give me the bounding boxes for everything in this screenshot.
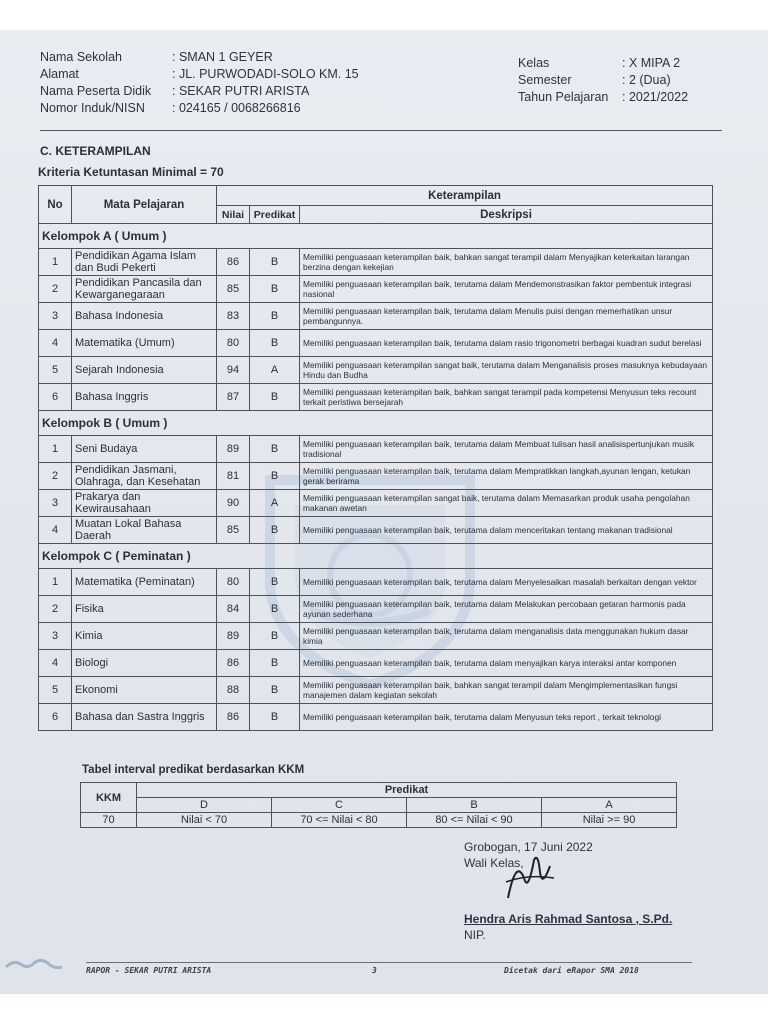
interval-kkm-value: 70 — [81, 813, 137, 828]
cell-grade: A — [250, 357, 300, 384]
info-label: Tahun Pelajaran — [518, 90, 609, 104]
table-row — [39, 704, 713, 731]
table-row — [39, 677, 713, 704]
info-value: : SMAN 1 GEYER — [172, 50, 273, 64]
interval-grade-b: B — [407, 798, 542, 813]
cell-subject: Bahasa Inggris — [72, 384, 217, 411]
info-label: Alamat — [40, 67, 79, 81]
cell-description: Memiliki penguasaan keterampilan baik, terutama dalam Membuat tulisan hasil analisispertunjukan musik tradisional — [300, 436, 713, 463]
info-row-year — [518, 90, 688, 107]
table-row — [39, 490, 713, 517]
group-row — [39, 544, 713, 569]
cell-no: 5 — [39, 357, 72, 384]
cell-score: 86 — [217, 650, 250, 677]
footer-page-number: 3 — [372, 966, 377, 975]
cell-score: 85 — [217, 276, 250, 303]
signature-nip: NIP. — [464, 928, 486, 942]
cell-description: Memiliki penguasaan keterampilan baik, terutama dalam Menyusun teks report , terkait teknologi — [300, 704, 713, 731]
info-row-address — [40, 67, 359, 84]
cell-subject: Pendidikan Pancasila dan Kewarganegaraan — [72, 276, 217, 303]
cell-no: 1 — [39, 436, 72, 463]
cell-grade: A — [250, 490, 300, 517]
cell-no: 1 — [39, 249, 72, 276]
signature-place-date: Grobogan, 17 Juni 2022 — [464, 840, 593, 854]
cell-score: 88 — [217, 677, 250, 704]
cell-score: 80 — [217, 330, 250, 357]
interval-kkm-header: KKM — [81, 783, 137, 813]
header-score: Nilai — [217, 206, 250, 224]
cell-subject: Fisika — [72, 596, 217, 623]
cell-description: Memiliki penguasaan keterampilan sangat baik, terutama dalam Menganalisis proses masuknya kebudayaan Hindu dan Budha — [300, 357, 713, 384]
cell-description: Memiliki penguasaan keterampilan baik, terutama dalam Menyelesaikan masalah berkaitan dengan vektor — [300, 569, 713, 596]
cell-description: Memiliki penguasaan keterampilan baik, terutama dalam Melakukan percobaan getaran harmonis pada ayunan sederhana — [300, 596, 713, 623]
cell-subject: Prakarya dan Kewirausahaan — [72, 490, 217, 517]
interval-range-c: 70 <= Nilai < 80 — [272, 813, 407, 828]
cell-subject: Seni Budaya — [72, 436, 217, 463]
cell-description: Memiliki penguasaan keterampilan sangat baik, terutama dalam Memasarkan produk usaha pengolahan makanan awetan — [300, 490, 713, 517]
group-title: Kelompok A ( Umum ) — [39, 224, 713, 249]
info-row-name — [40, 84, 359, 101]
cell-subject: Kimia — [72, 623, 217, 650]
cell-subject: Sejarah Indonesia — [72, 357, 217, 384]
cell-grade: B — [250, 677, 300, 704]
cell-no: 4 — [39, 650, 72, 677]
cell-no: 4 — [39, 330, 72, 357]
cell-description: Memiliki penguasaan keterampilan baik, bahkan sangat terampil dalam Menyajikan keterkaitan larangan berzina dengan kekejian — [300, 249, 713, 276]
cell-score: 83 — [217, 303, 250, 330]
info-label: Semester — [518, 73, 572, 87]
cell-score: 87 — [217, 384, 250, 411]
table-row — [39, 249, 713, 276]
cell-score: 84 — [217, 596, 250, 623]
cell-score: 85 — [217, 517, 250, 544]
cell-score: 94 — [217, 357, 250, 384]
cell-grade: B — [250, 623, 300, 650]
info-label: Nama Sekolah — [40, 50, 122, 64]
cell-grade: B — [250, 249, 300, 276]
cell-no: 6 — [39, 384, 72, 411]
interval-range-a: Nilai >= 90 — [542, 813, 677, 828]
signature-role: Wali Kelas, — [464, 856, 524, 870]
table-row — [39, 436, 713, 463]
cell-no: 6 — [39, 704, 72, 731]
table-row — [39, 623, 713, 650]
cell-grade: B — [250, 276, 300, 303]
info-value: : 2 (Dua) — [622, 73, 671, 87]
info-value: : X MIPA 2 — [622, 56, 681, 70]
info-value: : JL. PURWODADI-SOLO KM. 15 — [172, 67, 359, 81]
skills-table — [38, 185, 713, 731]
cell-no: 3 — [39, 623, 72, 650]
interval-grade-d: D — [137, 798, 272, 813]
cell-no: 4 — [39, 517, 72, 544]
group-title: Kelompok B ( Umum ) — [39, 411, 713, 436]
cell-description: Memiliki penguasaan keterampilan baik, bahkan sangat terampil dalam Mengimplementasikan fungsi manajemen dalam kegiatan sekolah — [300, 677, 713, 704]
table-row — [39, 384, 713, 411]
cell-subject: Bahasa Indonesia — [72, 303, 217, 330]
cell-subject: Muatan Lokal Bahasa Daerah — [72, 517, 217, 544]
header-skills: Keterampilan — [217, 186, 713, 206]
cell-score: 80 — [217, 569, 250, 596]
info-label: Kelas — [518, 56, 550, 70]
cell-score: 86 — [217, 249, 250, 276]
info-row-nisn — [40, 101, 359, 118]
footer-left-text: RAPOR - SEKAR PUTRI ARISTA — [86, 966, 212, 975]
cell-description: Memiliki penguasaan keterampilan baik, terutama dalam Mendemonstrasikan faktor pembentuk integrasi nasional — [300, 276, 713, 303]
table-row — [39, 357, 713, 384]
header-grade: Predikat — [250, 206, 300, 224]
cell-description: Memiliki penguasaan keterampilan baik, terutama dalam Mempratikkan langkah,ayunan lengan, ketukan gerak berirama — [300, 463, 713, 490]
table-row — [39, 303, 713, 330]
info-row-semester — [518, 73, 688, 90]
interval-header-row — [81, 783, 677, 798]
cell-grade: B — [250, 517, 300, 544]
interval-grade-c: C — [272, 798, 407, 813]
signature-block — [464, 840, 672, 944]
student-info-left — [40, 50, 359, 118]
cell-grade: B — [250, 650, 300, 677]
cell-subject: Bahasa dan Sastra Inggris — [72, 704, 217, 731]
table-header-row — [39, 186, 713, 206]
table-row — [39, 276, 713, 303]
table-row — [39, 650, 713, 677]
info-row-school — [40, 50, 359, 67]
cell-description: Memiliki penguasaan keterampilan baik, terutama dalam menceritakan tentang makanan tradisional — [300, 517, 713, 544]
info-value: : SEKAR PUTRI ARISTA — [172, 84, 310, 98]
info-value: : 024165 / 0068266816 — [172, 101, 301, 115]
cell-no: 3 — [39, 303, 72, 330]
footer-divider — [86, 962, 692, 963]
table-row — [39, 517, 713, 544]
student-info-right — [518, 56, 688, 107]
cell-grade: B — [250, 384, 300, 411]
table-row — [39, 463, 713, 490]
cell-score: 86 — [217, 704, 250, 731]
info-label: Nomor Induk/NISN — [40, 101, 145, 115]
interval-range-b: 80 <= Nilai < 90 — [407, 813, 542, 828]
cell-subject: Biologi — [72, 650, 217, 677]
interval-range-row — [81, 813, 677, 828]
cell-grade: B — [250, 436, 300, 463]
cell-no: 1 — [39, 569, 72, 596]
group-row — [39, 224, 713, 249]
header-divider — [40, 130, 722, 131]
cell-subject: Pendidikan Agama Islam dan Budi Pekerti — [72, 249, 217, 276]
background-bottom — [0, 994, 768, 1024]
interval-table — [80, 782, 677, 828]
cell-no: 5 — [39, 677, 72, 704]
cell-grade: B — [250, 463, 300, 490]
group-row — [39, 411, 713, 436]
info-row-class — [518, 56, 688, 73]
cell-no: 2 — [39, 276, 72, 303]
cell-subject: Matematika (Peminatan) — [72, 569, 217, 596]
cell-subject: Pendidikan Jasmani, Olahraga, dan Kesehatan — [72, 463, 217, 490]
cell-no: 2 — [39, 596, 72, 623]
cell-score: 89 — [217, 436, 250, 463]
ink-smudge-icon — [4, 955, 64, 973]
cell-grade: B — [250, 704, 300, 731]
cell-grade: B — [250, 596, 300, 623]
interval-table-title: Tabel interval predikat berdasarkan KKM — [82, 764, 305, 776]
cell-description: Memiliki penguasaan keterampilan baik, terutama dalam menganalisis data menggunakan hukum dasar kimia — [300, 623, 713, 650]
background-top — [0, 0, 768, 30]
cell-score: 89 — [217, 623, 250, 650]
cell-score: 90 — [217, 490, 250, 517]
table-row — [39, 596, 713, 623]
cell-grade: B — [250, 303, 300, 330]
header-description: Deskripsi — [300, 206, 713, 224]
interval-grade-row — [81, 798, 677, 813]
kkm-title: Kriteria Ketuntasan Minimal = 70 — [38, 165, 224, 179]
table-row — [39, 330, 713, 357]
signature-name: Hendra Aris Rahmad Santosa , S.Pd. — [464, 912, 673, 926]
cell-subject: Ekonomi — [72, 677, 217, 704]
table-row — [39, 569, 713, 596]
section-title: C. KETERAMPILAN — [40, 144, 151, 158]
cell-grade: B — [250, 569, 300, 596]
interval-predikat-header: Predikat — [137, 783, 677, 798]
cell-score: 81 — [217, 463, 250, 490]
cell-no: 2 — [39, 463, 72, 490]
cell-description: Memiliki penguasaan keterampilan baik, terutama dalam menyajikan karya interaksi antar komponen — [300, 650, 713, 677]
cell-no: 3 — [39, 490, 72, 517]
interval-range-d: Nilai < 70 — [137, 813, 272, 828]
header-subject: Mata Pelajaran — [72, 186, 217, 224]
cell-grade: B — [250, 330, 300, 357]
cell-description: Memiliki penguasaan keterampilan baik, terutama dalam Menulis puisi dengan memerhatikan unsur pembangunnya. — [300, 303, 713, 330]
footer-right-text: Dicetak dari eRapor SMA 2018 — [504, 966, 639, 975]
info-value: : 2021/2022 — [622, 90, 689, 104]
header-no: No — [39, 186, 72, 224]
cell-description: Memiliki penguasaan keterampilan baik, terutama dalam rasio trigonometri berbagai kuadran sudut berelasi — [300, 330, 713, 357]
info-label: Nama Peserta Didik — [40, 84, 152, 98]
group-title: Kelompok C ( Peminatan ) — [39, 544, 713, 569]
handwritten-signature-icon — [498, 848, 558, 908]
cell-description: Memiliki penguasaan keterampilan baik, bahkan sangat terampil pada kompetensi Menyusun teks recount terkait peristiwa bersejarah — [300, 384, 713, 411]
cell-subject: Matematika (Umum) — [72, 330, 217, 357]
interval-grade-a: A — [542, 798, 677, 813]
